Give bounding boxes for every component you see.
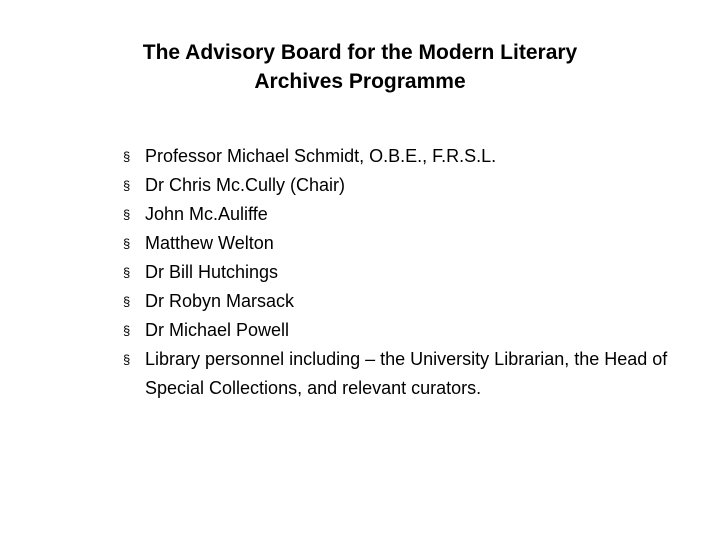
slide-title [60,38,660,96]
bullet-icon: § [123,178,131,193]
list-item-text: Library personnel including – the University Librarian, the Head of Special Collections, and relevant curators. [145,349,668,398]
slide-title-line-1: The Advisory Board for the Modern Literary [142,41,578,64]
bullet-icon: § [123,352,131,367]
bullet-icon: § [123,149,131,164]
list-item [123,345,683,403]
slide-title-line-2: Archives Programme [254,70,466,93]
list-item [123,171,683,200]
bullet-icon: § [123,236,131,251]
bullet-icon: § [123,294,131,309]
list-item [123,200,683,229]
list-item [123,229,683,258]
list-item [123,287,683,316]
list-item-text: Dr Bill Hutchings [145,262,279,282]
list-item-text: Dr Robyn Marsack [145,291,295,311]
bullet-icon: § [123,265,131,280]
advisory-board-list [123,142,683,403]
bullet-icon: § [123,323,131,338]
bullet-icon: § [123,207,131,222]
list-item [123,258,683,287]
list-item-text: Dr Michael Powell [145,320,290,340]
list-item-text: Professor Michael Schmidt, O.B.E., F.R.S.L. [145,146,497,166]
list-item [123,316,683,345]
list-item-text: Dr Chris Mc.Cully (Chair) [145,175,346,195]
list-item [123,142,683,171]
list-item-text: Matthew Welton [145,233,274,253]
list-item-text: John Mc.Auliffe [145,204,268,224]
